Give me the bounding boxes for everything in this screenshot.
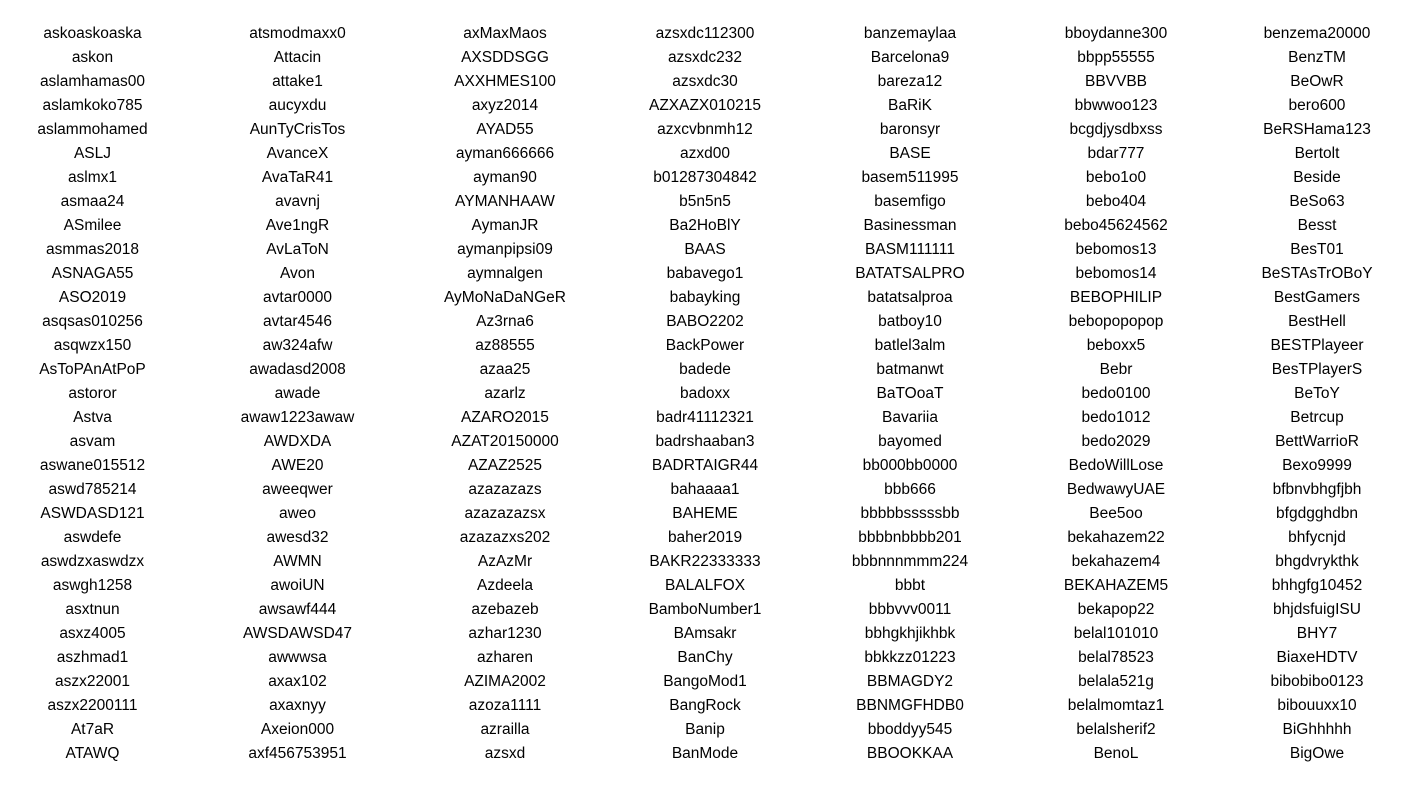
username-cell: Attacin [273, 49, 322, 66]
username-cell: BeToY [1294, 385, 1340, 402]
username-cell: BAmsakr [673, 625, 737, 642]
username-cell: AWE20 [271, 457, 324, 474]
username-cell: azxcvbnmh12 [657, 121, 753, 138]
username-cell: ASLJ [73, 145, 112, 162]
username-cell: Besst [1297, 217, 1337, 234]
username-cell: badrshaaban3 [655, 433, 755, 450]
username-cell: bbkkzz01223 [864, 649, 956, 666]
username-cell: BASE [889, 145, 931, 162]
username-cell: ASmilee [63, 217, 122, 234]
username-cell: asxtnun [65, 601, 120, 618]
username-cell: awesd32 [266, 529, 329, 546]
username-cell: BettWarrioR [1275, 433, 1359, 450]
username-cell: awwwsa [268, 649, 327, 666]
username-cell: Azdeela [476, 577, 533, 594]
username-cell: awadasd2008 [249, 361, 346, 378]
username-cell: azoza1111 [468, 697, 542, 714]
username-cell: aslmx1 [67, 169, 118, 186]
username-cell: AWSDAWSD47 [242, 625, 353, 642]
username-cell: bedo1012 [1081, 409, 1151, 426]
username-cell: bebopopopop [1068, 313, 1164, 330]
username-cell: bbb666 [884, 481, 936, 498]
username-cell: basemfigo [874, 193, 946, 210]
username-cell: bfgdgghdbn [1276, 505, 1358, 522]
username-cell: ASWDASD121 [40, 505, 145, 522]
username-cell: BiaxeHDTV [1276, 649, 1358, 666]
username-cell: bbhgkhjikhbk [864, 625, 956, 642]
username-cell: awsawf444 [258, 601, 337, 618]
username-cell: aw324afw [262, 337, 333, 354]
username-cell: bibobibo0123 [1270, 673, 1364, 690]
username-cell: bareza12 [877, 73, 943, 90]
username-cell: bero600 [1288, 97, 1346, 114]
username-cell: BAHEME [672, 505, 738, 522]
username-cell: aswgh1258 [52, 577, 133, 594]
username-cell: bebo45624562 [1064, 217, 1168, 234]
username-cell: BamboNumber1 [648, 601, 762, 618]
username-cell: az88555 [475, 337, 535, 354]
username-column [410, 22, 600, 766]
username-cell: AXXHMES100 [454, 73, 556, 90]
username-cell: At7aR [70, 721, 115, 738]
username-cell: bekahazem4 [1071, 553, 1161, 570]
username-cell: BAAS [684, 241, 726, 258]
username-cell: BestHell [1288, 313, 1346, 330]
username-cell: Bexo9999 [1282, 457, 1352, 474]
username-cell: AymanJR [471, 217, 539, 234]
username-cell: azsxd [484, 745, 526, 762]
username-cell: azsxdc232 [667, 49, 743, 66]
username-cell: asmmas2018 [45, 241, 140, 258]
username-cell: awoiUN [270, 577, 325, 594]
username-cell: AvaTaR41 [261, 169, 334, 186]
username-cell: askoaskoaska [43, 25, 142, 42]
username-column [810, 22, 1010, 766]
username-cell: badr41112321 [656, 409, 754, 426]
username-cell: BATATSALPRO [855, 265, 965, 282]
username-cell: Basinessman [863, 217, 957, 234]
username-cell: bdar777 [1087, 145, 1145, 162]
username-cell: atsmodmaxx0 [249, 25, 346, 42]
username-cell: azrailla [480, 721, 530, 738]
username-cell: astoror [68, 385, 117, 402]
username-cell: ASNAGA55 [51, 265, 134, 282]
username-cell: AZARO2015 [461, 409, 549, 426]
username-cell: axf456753951 [248, 745, 347, 762]
username-cell: Bertolt [1294, 145, 1340, 162]
username-cell: axyz2014 [471, 97, 539, 114]
username-cell: bekahazem22 [1067, 529, 1165, 546]
username-cell: BeSo63 [1289, 193, 1345, 210]
username-cell: axMaxMaos [463, 25, 547, 42]
username-cell: bibouuxx10 [1277, 697, 1357, 714]
username-cell: Betrcup [1290, 409, 1344, 426]
username-column [600, 22, 810, 766]
username-cell: BaRiK [888, 97, 932, 114]
username-cell: BHY7 [1296, 625, 1338, 642]
username-cell: BackPower [665, 337, 745, 354]
username-cell: BAKR22333333 [649, 553, 761, 570]
username-cell: BBVVBB [1084, 73, 1148, 90]
username-cell: azsxdc30 [672, 73, 738, 90]
username-cell: BenoL [1093, 745, 1139, 762]
username-cell: Ave1ngR [265, 217, 330, 234]
username-cell: bb000bb0000 [862, 457, 958, 474]
username-cell: bebo1o0 [1085, 169, 1147, 186]
username-cell: bboddyy545 [867, 721, 953, 738]
username-cell: aszx2200111 [47, 697, 138, 714]
username-cell: asxz4005 [59, 625, 126, 642]
username-cell: avtar4546 [263, 313, 332, 330]
username-cell: Astva [73, 409, 112, 426]
username-cell: BeSTAsTrOBoY [1261, 265, 1373, 282]
username-cell: aswane015512 [39, 457, 146, 474]
username-cell: AyMoNaDaNGeR [443, 289, 567, 306]
username-cell: azsxdc112300 [655, 25, 755, 42]
username-cell: bekapop22 [1077, 601, 1155, 618]
username-cell: BestGamers [1273, 289, 1361, 306]
username-cell: aszhmad1 [56, 649, 129, 666]
username-cell: banzemaylaa [863, 25, 957, 42]
username-cell: awaw1223awaw [240, 409, 355, 426]
username-cell: Avon [279, 265, 316, 282]
username-cell: BEBOPHILIP [1069, 289, 1163, 306]
username-cell: bboydanne300 [1064, 25, 1168, 42]
username-cell: BesTPlayerS [1271, 361, 1363, 378]
username-cell: BALALFOX [664, 577, 746, 594]
username-cell: belalmomtaz1 [1067, 697, 1165, 714]
username-cell: azaa25 [479, 361, 531, 378]
username-cell: BenzTM [1288, 49, 1346, 66]
username-cell: azebazeb [471, 601, 539, 618]
username-cell: AzAzMr [477, 553, 533, 570]
username-cell: azarlz [484, 385, 526, 402]
username-cell: bebomos13 [1075, 241, 1157, 258]
username-cell: bcgdjysdbxss [1069, 121, 1163, 138]
username-cell: bbwwoo123 [1074, 97, 1158, 114]
username-cell: AWMN [273, 553, 322, 570]
username-cell: azazazxs202 [459, 529, 551, 546]
username-cell: awade [274, 385, 321, 402]
username-cell: askon [71, 49, 114, 66]
username-cell: BABO2202 [666, 313, 744, 330]
username-cell: bbbbbsssssbb [860, 505, 960, 522]
username-cell: AYMANHAAW [455, 193, 555, 210]
username-cell: avtar0000 [263, 289, 332, 306]
username-cell: bbbvvv0011 [868, 601, 952, 618]
username-column [0, 22, 185, 766]
username-cell: BADRTAIGR44 [651, 457, 759, 474]
username-cell: Beside [1293, 169, 1341, 186]
username-cell: aslamkoko785 [42, 97, 143, 114]
username-cell: aslammohamed [37, 121, 148, 138]
username-cell: BanChy [677, 649, 733, 666]
username-cell: azazazazsx [464, 505, 546, 522]
username-cell: aswdefe [63, 529, 122, 546]
username-cell: AsToPAnAtPoP [39, 361, 146, 378]
username-column [1010, 22, 1222, 766]
username-cell: AZXAZX010215 [648, 97, 761, 114]
username-cell: belal78523 [1078, 649, 1154, 666]
username-cell: BASM111111 [865, 241, 955, 258]
username-cell: baher2019 [667, 529, 743, 546]
username-cell: avavnj [275, 193, 320, 210]
username-cell: AYAD55 [476, 121, 534, 138]
username-cell: bebo404 [1085, 193, 1147, 210]
username-cell: BangRock [669, 697, 741, 714]
username-cell: azhar1230 [468, 625, 542, 642]
username-cell: aszx22001 [55, 673, 130, 690]
username-cell: BBOOKKAA [866, 745, 954, 762]
username-cell: aymnalgen [467, 265, 543, 282]
username-cell: aweeqwer [262, 481, 333, 498]
username-cell: BBMAGDY2 [866, 673, 954, 690]
username-cell: BBNMGFHDB0 [856, 697, 964, 714]
username-cell: aweo [278, 505, 317, 522]
username-cell: attake1 [272, 73, 323, 90]
username-cell: axaxnyy [269, 697, 326, 714]
username-cell: Axeion000 [260, 721, 335, 738]
username-cell: ayman666666 [455, 145, 555, 162]
username-cell: Bavariia [882, 409, 938, 426]
username-cell: bbbbnbbbb201 [858, 529, 962, 546]
username-cell: bhjdsfuigISU [1273, 601, 1361, 618]
username-cell: azharen [476, 649, 533, 666]
username-cell: azazazazs [468, 481, 542, 498]
username-cell: BangoMod1 [663, 673, 747, 690]
username-cell: BeRSHama123 [1263, 121, 1371, 138]
username-cell: belala521g [1078, 673, 1154, 690]
username-cell: Bee5oo [1089, 505, 1143, 522]
username-cell: aslamhamas00 [39, 73, 146, 90]
username-cell: Banip [685, 721, 725, 738]
username-cell: bbbnnnmmm224 [851, 553, 969, 570]
username-cell: azxd00 [680, 145, 730, 162]
username-cell: bbbt [894, 577, 926, 594]
username-cell: belalsherif2 [1076, 721, 1156, 738]
username-column [185, 22, 410, 766]
username-cell: ATAWQ [65, 745, 120, 762]
username-cell: bhgdvrykthk [1275, 553, 1359, 570]
username-cell: BeOwR [1290, 73, 1344, 90]
username-cell: badede [679, 361, 731, 378]
username-cell: asqsas010256 [42, 313, 143, 330]
username-cell: AWDXDA [263, 433, 332, 450]
username-cell: Bebr [1099, 361, 1133, 378]
username-cell: bfbnvbhgfjbh [1272, 481, 1362, 498]
username-cell: Ba2HoBlY [669, 217, 741, 234]
username-cell: aswd785214 [48, 481, 137, 498]
username-cell: BanMode [671, 745, 739, 762]
username-cell: BedoWillLose [1068, 457, 1164, 474]
username-cell: AZAZ2525 [467, 457, 543, 474]
username-cell: aswdzxaswdzx [40, 553, 145, 570]
username-column [1222, 22, 1412, 766]
username-cell: bahaaaa1 [670, 481, 740, 498]
username-cell: BedwawyUAE [1066, 481, 1166, 498]
username-cell: bebomos14 [1075, 265, 1157, 282]
username-cell: bayomed [878, 433, 942, 450]
username-cell: ASO2019 [58, 289, 127, 306]
username-cell: beboxx5 [1086, 337, 1146, 354]
username-cell: BEKAHAZEM5 [1063, 577, 1169, 594]
username-cell: BesT01 [1290, 241, 1344, 258]
username-cell: badoxx [680, 385, 730, 402]
username-cell: AXSDDSGG [461, 49, 549, 66]
username-cell: baronsyr [879, 121, 941, 138]
username-cell: bhhgfg10452 [1271, 577, 1363, 594]
username-cell: BESTPlayeer [1270, 337, 1364, 354]
username-cell: axax102 [268, 673, 327, 690]
username-cell: asmaa24 [60, 193, 125, 210]
username-cell: asvam [69, 433, 116, 450]
username-cell: belal101010 [1073, 625, 1159, 642]
username-cell: BiGhhhhh [1282, 721, 1352, 738]
username-cell: batboy10 [878, 313, 942, 330]
username-sheet [0, 22, 1412, 766]
username-cell: batlel3alm [874, 337, 946, 354]
username-cell: benzema20000 [1263, 25, 1371, 42]
username-cell: aucyxdu [268, 97, 327, 114]
username-cell: babavego1 [666, 265, 744, 282]
username-cell: bhfycnjd [1288, 529, 1346, 546]
username-cell: aymanpipsi09 [457, 241, 553, 258]
username-cell: AunTyCrisTos [249, 121, 346, 138]
username-cell: AZAT20150000 [451, 433, 559, 450]
username-cell: AvanceX [266, 145, 329, 162]
username-cell: babayking [669, 289, 741, 306]
username-cell: Barcelona9 [870, 49, 950, 66]
username-cell: bedo0100 [1081, 385, 1151, 402]
username-cell: batatsalproa [867, 289, 953, 306]
username-cell: AvLaToN [266, 241, 329, 258]
username-cell: ayman90 [473, 169, 537, 186]
username-cell: batmanwt [876, 361, 944, 378]
username-cell: Az3rna6 [476, 313, 534, 330]
username-cell: b5n5n5 [679, 193, 731, 210]
username-cell: BaTOoaT [876, 385, 944, 402]
username-cell: BigOwe [1289, 745, 1345, 762]
username-cell: basem511995 [861, 169, 959, 186]
username-cell: b01287304842 [653, 169, 757, 186]
username-cell: asqwzx150 [53, 337, 132, 354]
username-cell: bedo2029 [1081, 433, 1151, 450]
username-cell: AZIMA2002 [464, 673, 546, 690]
username-cell: bbpp55555 [1077, 49, 1155, 66]
